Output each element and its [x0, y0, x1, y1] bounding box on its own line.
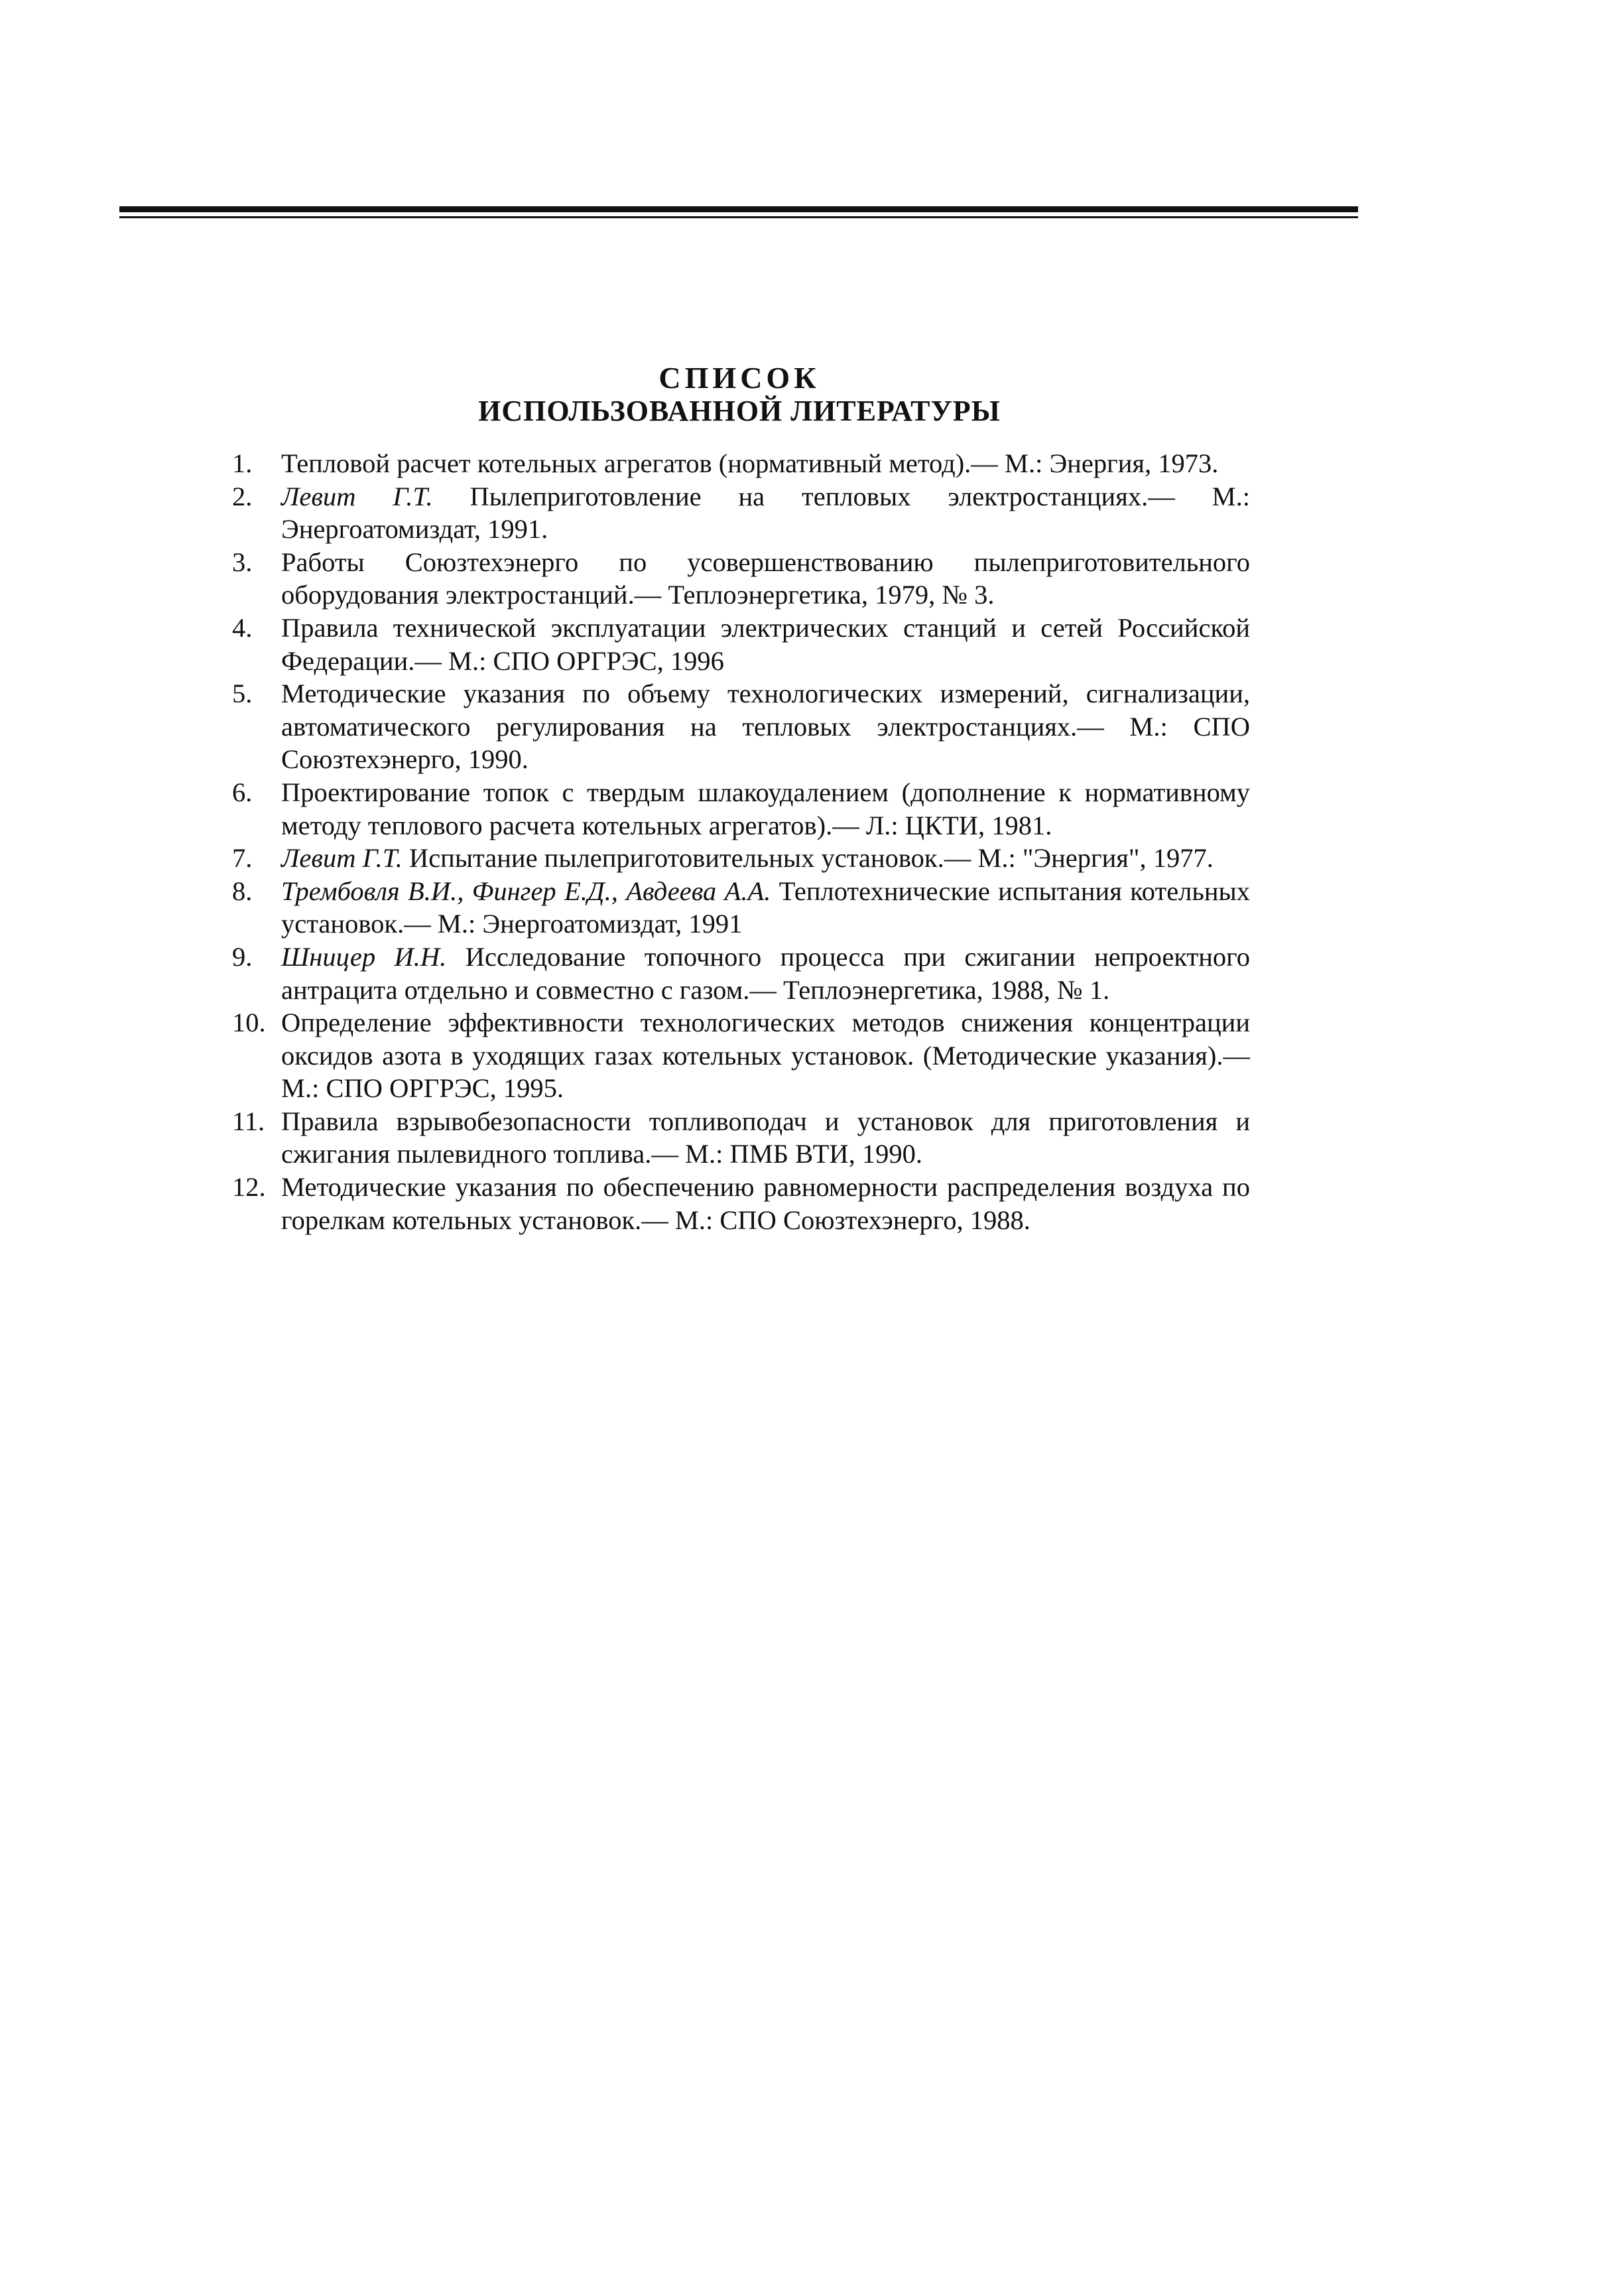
reference-text: Правила взрывобезопасности топливоподач и установок для приготовления и сжигания пылевидного топлива.— М.: ПМБ ВТИ, 1990.	[281, 1106, 1250, 1169]
reference-text: Пылеприготовление на тепловых электростанциях.— М.: Энергоатомиздат, 1991.	[281, 481, 1250, 545]
reference-text: Проектирование топок с твердым шлакоудалением (дополнение к нормативному методу теплового расчета котельных агрегатов).— Л.: ЦКТИ, 1981.	[281, 777, 1250, 840]
reference-item	[232, 612, 1250, 677]
reference-number: 9 .	[232, 941, 272, 974]
reference-text: Теплотехнические испытания котельных установок.— М.: Энергоатомиздат, 1991	[281, 876, 1250, 939]
reference-number: 6 .	[232, 776, 272, 809]
header-rule-thin	[119, 216, 1358, 218]
reference-authors: Трембовля В.И., Фингер Е.Д., Авдеева А.А.	[281, 876, 771, 906]
reference-item	[232, 1006, 1250, 1105]
reference-text: Испытание пылеприготовительных установок.— М.: "Энергия", 1977.	[408, 843, 1214, 874]
reference-item	[232, 1105, 1250, 1171]
reference-number: 3 .	[232, 546, 272, 579]
header-rule-thick	[119, 206, 1358, 212]
reference-item	[232, 677, 1250, 776]
reference-text: Правила технической эксплуатации электрических станций и сетей Российской Федерации.— М.: СПО ОРГРЭС, 1996	[281, 612, 1250, 676]
reference-text: Определение эффективности технологических методов снижения концентрации оксидов азота в уходящих газах котельных установок. (Методические указания).— М.: СПО ОРГРЭС, 1995.	[281, 1008, 1250, 1104]
reference-number: 11 .	[232, 1105, 272, 1138]
reference-number: 5 .	[232, 677, 272, 710]
reference-item	[232, 480, 1250, 546]
reference-item	[232, 1171, 1250, 1236]
reference-item	[232, 776, 1250, 842]
reference-list	[232, 447, 1250, 1236]
reference-number: 10 .	[232, 1006, 272, 1039]
reference-authors: Левит Г.Т.	[281, 481, 433, 511]
reference-authors: Левит Г.Т.	[281, 843, 403, 874]
reference-number: 4 .	[232, 612, 272, 645]
reference-item	[232, 941, 1250, 1006]
reference-item	[232, 842, 1250, 875]
reference-number: 12 .	[232, 1171, 272, 1204]
reference-authors: Шницер И.Н.	[281, 941, 447, 972]
reference-text: Тепловой расчет котельных агрегатов (нормативный метод).— М.: Энергия, 1973.	[281, 448, 1219, 478]
reference-text: Работы Союзтехэнерго по усовершенствованию пылеприготовительного оборудования электростанций.— Теплоэнергетика, 1979, № 3.	[281, 547, 1250, 610]
reference-text: Методические указания по объему технологических измерений, сигнализации, автоматического регулирования на тепловых электростанциях.— М.: СПО Союзтехэнерго, 1990.	[281, 679, 1250, 775]
reference-number: 8 .	[232, 875, 272, 908]
reference-item	[232, 447, 1250, 480]
page-title	[225, 361, 1253, 428]
reference-number: 7 .	[232, 842, 272, 875]
reference-item	[232, 875, 1250, 941]
title-line-2: ИСПОЛЬЗОВАННОЙ ЛИТЕРАТУРЫ	[478, 395, 1001, 427]
reference-text: Исследование топочного процесса при сжигании непроектного антрацита отдельно и совместно с газом.— Теплоэнергетика, 1988, № 1.	[281, 941, 1250, 1005]
reference-number: 1 .	[232, 447, 272, 480]
reference-item	[232, 546, 1250, 612]
reference-number: 2 .	[232, 480, 272, 513]
title-line-1: СПИСОК	[658, 361, 820, 395]
reference-text: Методические указания по обеспечению равномерности распределения воздуха по горелкам котельных установок.— М.: СПО Союзтехэнерго, 1988.	[281, 1172, 1250, 1235]
